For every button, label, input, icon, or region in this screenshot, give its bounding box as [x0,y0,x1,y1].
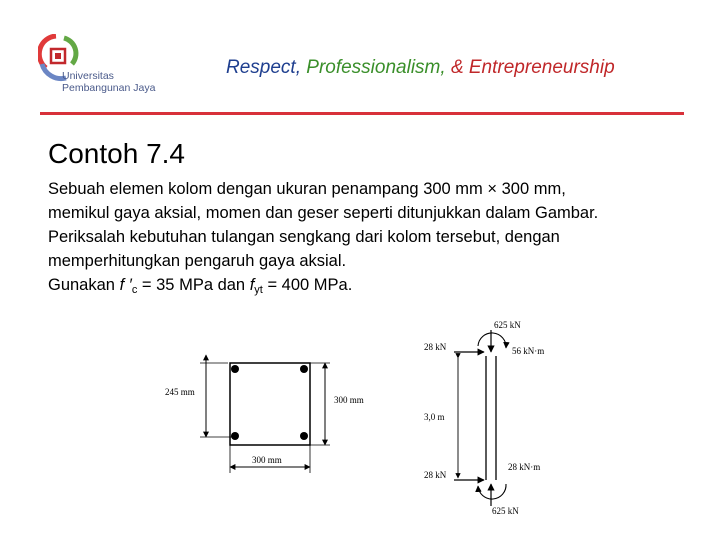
fc-value: = 35 MPa dan [137,276,250,294]
formula-line [48,273,688,302]
dim-right-label: 300 mm [334,395,364,405]
rebar-dot [231,365,239,373]
fyt-symbol: f [249,276,255,294]
tagline-professionalism: Professionalism, [306,57,446,78]
dim-bottom-label: 300 mm [252,455,282,465]
tagline [226,57,615,79]
column-cross-section-figure [160,345,380,475]
logo-text-line2: Pembangunan Jaya [62,82,156,94]
fc-symbol: f ′ [119,276,132,294]
paragraph-line: memikul gaya aksial, momen dan geser seperti ditunjukkan dalam Gambar. [48,204,599,222]
tagline-respect: Respect, [226,57,301,78]
bottom-moment-label: 28 kN·m [508,462,541,472]
column-loading-figure [420,318,580,518]
fc-subscript: c [131,284,138,296]
height-label: 3,0 m [424,412,445,422]
tagline-entrepreneurship: & Entrepreneurship [450,57,615,78]
rebar-dot [231,432,239,440]
header-divider [40,112,684,115]
top-axial-label: 625 kN [494,320,521,330]
formula-prefix: Gunakan [48,276,120,294]
problem-text [48,177,688,302]
slide-title: Contoh 7.4 [48,138,185,169]
paragraph-line: Periksalah kebutuhan tulangan sengkang dari kolom tersebut, dengan [48,228,560,246]
fyt-value: = 400 MPa. [262,276,353,294]
section-outline [230,363,310,445]
logo-text-line1: Universitas [62,70,114,82]
bottom-shear-label: 28 kN [424,470,447,480]
rebar-dot [300,365,308,373]
bottom-axial-label: 625 kN [492,506,519,516]
dim-left-label: 245 mm [165,387,195,397]
paragraph-line: memperhitungkan pengaruh gaya aksial. [48,252,347,270]
top-moment-label: 56 kN·m [512,346,545,356]
rebar-dot [300,432,308,440]
fyt-subscript: yt [254,284,263,296]
top-shear-label: 28 kN [424,342,447,352]
paragraph-line: Sebuah elemen kolom dengan ukuran penampang 300 mm × 300 mm, [48,180,566,198]
